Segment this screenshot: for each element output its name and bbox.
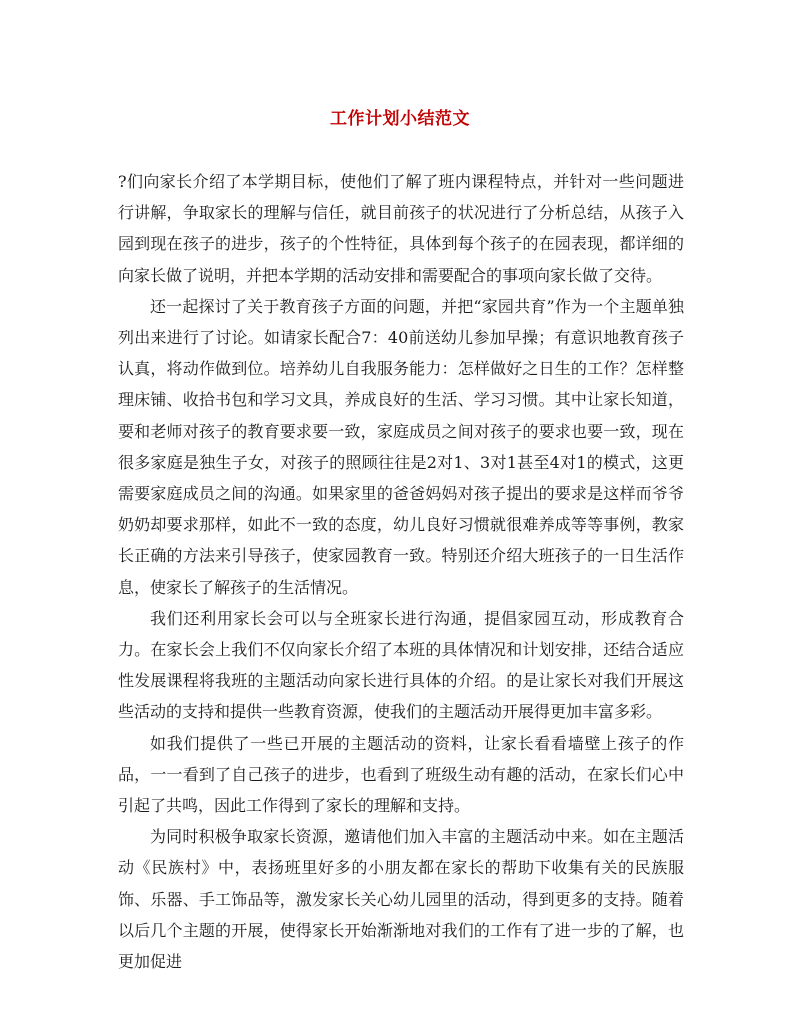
paragraph-1: ?们向家长介绍了本学期目标，使他们了解了班内课程特点，并针对一些问题进行讲解，争取家长的理解与信任，就目前孩子的状况进行了分析总结，从孩子入园到现在孩子的进步，孩子的个性特征，具体到每个孩子的在园表现，都详细的向家长做了说明，并把本学期的活动安排和需要配合的事项向家长做了交待。 <box>118 172 684 285</box>
paragraph-3: 我们还利用家长会可以与全班家长进行沟通，提倡家园互动，形成教育合力。在家长会上我们不仅向家长介绍了本班的具体情况和计划安排，还结合适应性发展课程将我班的主题活动向家长进行具体的介绍。的是让家长对我们开展这些活动的支持和提供一些教育资源，使我们的主题活动开展得更加丰富多彩。 <box>118 608 684 722</box>
document-title: 工作计划小结范文 <box>330 109 470 129</box>
paragraph-5: 为同时积极争取家长资源，邀请他们加入丰富的主题活动中来。如在主题活动《民族村》中，表扬班里好多的小朋友都在家长的帮助下收集有关的民族服饰、乐器、手工饰品等，激发家长关心幼儿园里的活动，得到更多的支持。随着以后几个主题的开展，使得家长开始渐渐地对我们的工作有了进一步的了解，也更加促进 <box>118 827 684 972</box>
document-body <box>118 166 684 977</box>
paragraph-2: 还一起探讨了关于教育孩子方面的问题，并把“家园共育”作为一个主题单独列出来进行了讨论。如请家长配合7：40前送幼儿参加早操；有意识地教育孩子认真，将动作做到位。培养幼儿自我服务能力：怎样做好之日生的工作？怎样整理床铺、收拾书包和学习文具，养成良好的生活、学习习惯。其中让家长知道，要和老师对孩子的教育要求要一致，家庭成员之间对孩子的要求也要一致，现在很多家庭是独生子女，对孩子的照顾往往是2对1、3对1甚至4对1的模式，这更需要家庭成员之间的沟通。如果家里的爸爸妈妈对孩子提出的要求是这样而爷爷奶奶却要求那样，如此不一致的态度，幼儿良好习惯就很难养成等等事例，教家长正确的方法来引导孩子，使家园教育一致。特别还介绍大班孩子的一日生活作息，使家长了解孩子的生活情况。 <box>118 296 684 597</box>
paragraph-4: 如我们提供了一些已开展的主题活动的资料，让家长看看墙壁上孩子的作品，一一看到了自己孩子的进步，也看到了班级生动有趣的活动，在家长们心中引起了共鸣，因此工作得到了家长的理解和支持。 <box>118 733 684 816</box>
